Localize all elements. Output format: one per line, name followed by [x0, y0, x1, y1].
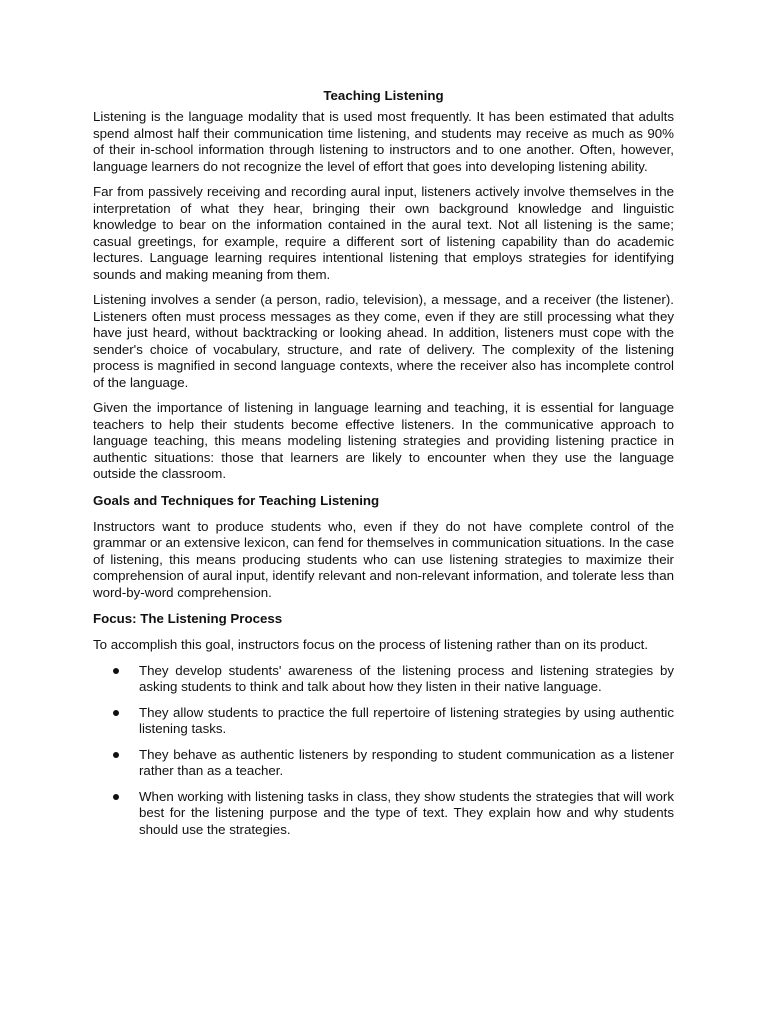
- bullet-item: [93, 789, 674, 839]
- bullet-text: They allow students to practice the full repertoire of listening strategies by using authentic listening tasks.: [139, 704, 674, 736]
- bullet-text: When working with listening tasks in class, they show students the strategies that will work best for the listening purpose and the type of text. They explain how and why students should use the strategies.: [139, 788, 674, 837]
- paragraph-intro-3: Listening involves a sender (a person, radio, television), a message, and a receiver (the listener). Listeners often must process messages as they come, even if they are still processing what they have just heard, without backtracking or looking ahead. In addition, listeners must cope with the sender's choice of vocabulary, structure, and rate of delivery. The complexity of the listening process is magnified in second language contexts, where the receiver also has incomplete control of the language.: [93, 292, 674, 390]
- paragraph-focus: To accomplish this goal, instructors focus on the process of listening rather than on its product.: [93, 637, 649, 652]
- bullet-icon: [113, 668, 119, 674]
- bullet-item: [93, 747, 674, 780]
- section-heading-goals: Goals and Techniques for Teaching Listening: [93, 492, 380, 508]
- paragraph-intro-1: Listening is the language modality that is used most frequently. It has been estimated that adults spend almost half their communication time listening, and students may receive as much as 90% of their in-school information through listening to instructors and to one another. Often, however, language learners do not recognize the level of effort that goes into developing listening ability.: [93, 109, 674, 174]
- document-page: [93, 87, 674, 847]
- bullet-icon: [113, 752, 119, 758]
- paragraph-goals: Instructors want to produce students who, even if they do not have complete control of the grammar or an extensive lexicon, can fend for themselves in communication situations. In the case of listening, this means producing students who can use listening strategies to maximize their comprehension of aural input, identify relevant and non-relevant information, and tolerate less than word-by-word comprehension.: [93, 518, 674, 600]
- bullet-text: They develop students' awareness of the listening process and listening strategies by asking students to think and talk about how they listen in their native language.: [139, 662, 674, 694]
- bullet-icon: [113, 710, 119, 716]
- bullet-list: [93, 663, 674, 839]
- section-heading-focus: Focus: The Listening Process: [93, 611, 283, 626]
- paragraph-intro-2: Far from passively receiving and recording aural input, listeners actively involve themselves in the interpretation of what they hear, bringing their own background knowledge and linguistic knowledge to bear on the information contained in the aural text. Not all listening is the same; casual greetings, for example, require a different sort of listening capability than do academic lectures. Language learning requires intentional listening that employs strategies for identifying sounds and making meaning from them.: [93, 184, 674, 282]
- document-title: Teaching Listening: [323, 88, 444, 103]
- bullet-item: [93, 705, 674, 738]
- paragraph-intro-4: Given the importance of listening in language learning and teaching, it is essential for language teachers to help their students become effective listeners. In the communicative approach to language teaching, this means modeling listening strategies and providing listening practice in authentic situations: those that learners are likely to encounter when they use the language outside the classroom.: [93, 400, 674, 481]
- bullet-icon: [113, 794, 119, 800]
- bullet-text: They behave as authentic listeners by responding to student communication as a listener rather than as a teacher.: [139, 746, 674, 778]
- bullet-item: [93, 663, 674, 696]
